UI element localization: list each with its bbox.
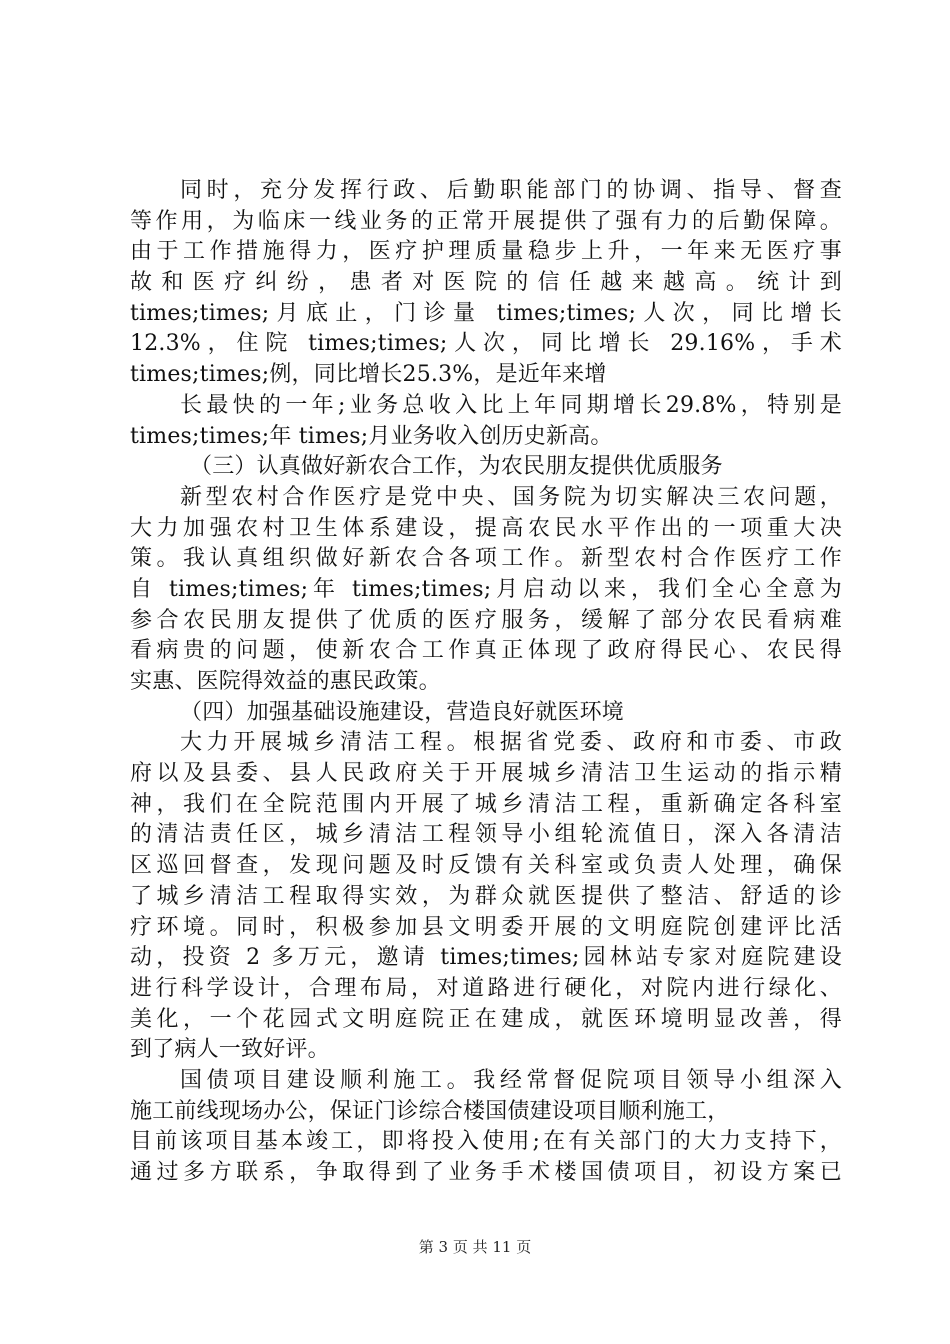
text-line: 美化，一个花园式文明庭院正在建成，就医环境明显改善，得 <box>130 1006 842 1032</box>
page-number-footer: 第 3 页 共 11 页 <box>418 1238 532 1256</box>
text-line: 了城乡清洁工程取得实效，为群众就医提供了整洁、舒适的诊 <box>130 883 842 909</box>
text-line: times;times;月底止，门诊量 times;times;人次，同比增长 <box>130 300 842 326</box>
text-line: 进行科学设计，合理布局，对道路进行硬化，对院内进行绿化、 <box>130 975 842 1001</box>
text-line: 目前该项目基本竣工，即将投入使用;在有关部门的大力支持下， <box>130 1129 842 1155</box>
section-heading: （四）加强基础设施建设，营造良好就医环境 <box>180 699 625 725</box>
text-line: 12.3%，住院 times;times;人次，同比增长 29.16%，手术 <box>130 331 842 357</box>
text-line: 通过多方联系，争取得到了业务手术楼国债项目，初设方案已 <box>130 1160 842 1185</box>
text-line: 大力加强农村卫生体系建设，提高农民水平作出的一项重大决 <box>130 515 842 541</box>
text-line: 区巡回督查，发现问题及时反馈有关科室或负责人处理，确保 <box>130 853 842 879</box>
text-line: 自 times;times;年 times;times;月启动以来，我们全心全意为 <box>130 576 842 602</box>
text-line: 动，投资 2 多万元，邀请 times;times;园林站专家对庭院建设 <box>130 945 842 971</box>
text-line: 大力开展城乡清洁工程。根据省党委、政府和市委、市政 <box>180 730 842 756</box>
text-line: 参合农民朋友提供了优质的医疗服务，缓解了部分农民看病难 <box>130 607 842 633</box>
text-line: 故和医疗纠纷，患者对医院的信任越来越高。统计到 <box>130 270 842 296</box>
text-line: 施工前线现场办公，保证门诊综合楼国债建设项目顺利施工， <box>130 1098 730 1124</box>
text-line: 实惠、医院得效益的惠民政策。 <box>130 669 441 694</box>
text-line: 等作用，为临床一线业务的正常开展提供了强有力的后勤保障。 <box>130 208 842 234</box>
body-text <box>130 176 842 1189</box>
text-line: times;times;例，同比增长25.3%，是近年来增 <box>130 362 607 388</box>
text-line: 国债项目建设顺利施工。我经常督促院项目领导小组深入 <box>180 1067 842 1093</box>
text-line: 策。我认真组织做好新农合各项工作。新型农村合作医疗工作 <box>130 546 842 572</box>
text-line: 府以及县委、县人民政府关于开展城乡清洁卫生运动的指示精 <box>130 761 842 787</box>
text-line: 由于工作措施得力，医疗护理质量稳步上升，一年来无医疗事 <box>130 239 842 265</box>
text-line: times;times;年 times;月业务收入创历史新高。 <box>130 423 613 449</box>
text-line: 的清洁责任区，城乡清洁工程领导小组轮流值日，深入各清洁 <box>130 822 842 848</box>
text-line: 神，我们在全院范围内开展了城乡清洁工程，重新确定各科室 <box>130 791 842 817</box>
text-line: 新型农村合作医疗是党中央、国务院为切实解决三农问题， <box>180 484 842 510</box>
section-heading: （三）认真做好新农合工作，为农民朋友提供优质服务 <box>190 454 723 480</box>
text-line: 到了病人一致好评。 <box>130 1037 330 1063</box>
text-line: 长最快的一年;业务总收入比上年同期增长29.8%，特别是 <box>180 392 842 418</box>
text-line: 看病贵的问题，使新农合工作真正体现了政府得民心、农民得 <box>130 638 842 664</box>
text-line: 同时，充分发挥行政、后勤职能部门的协调、指导、督查 <box>180 178 842 203</box>
text-line: 疗环境。同时，积极参加县文明委开展的文明庭院创建评比活 <box>130 914 842 940</box>
